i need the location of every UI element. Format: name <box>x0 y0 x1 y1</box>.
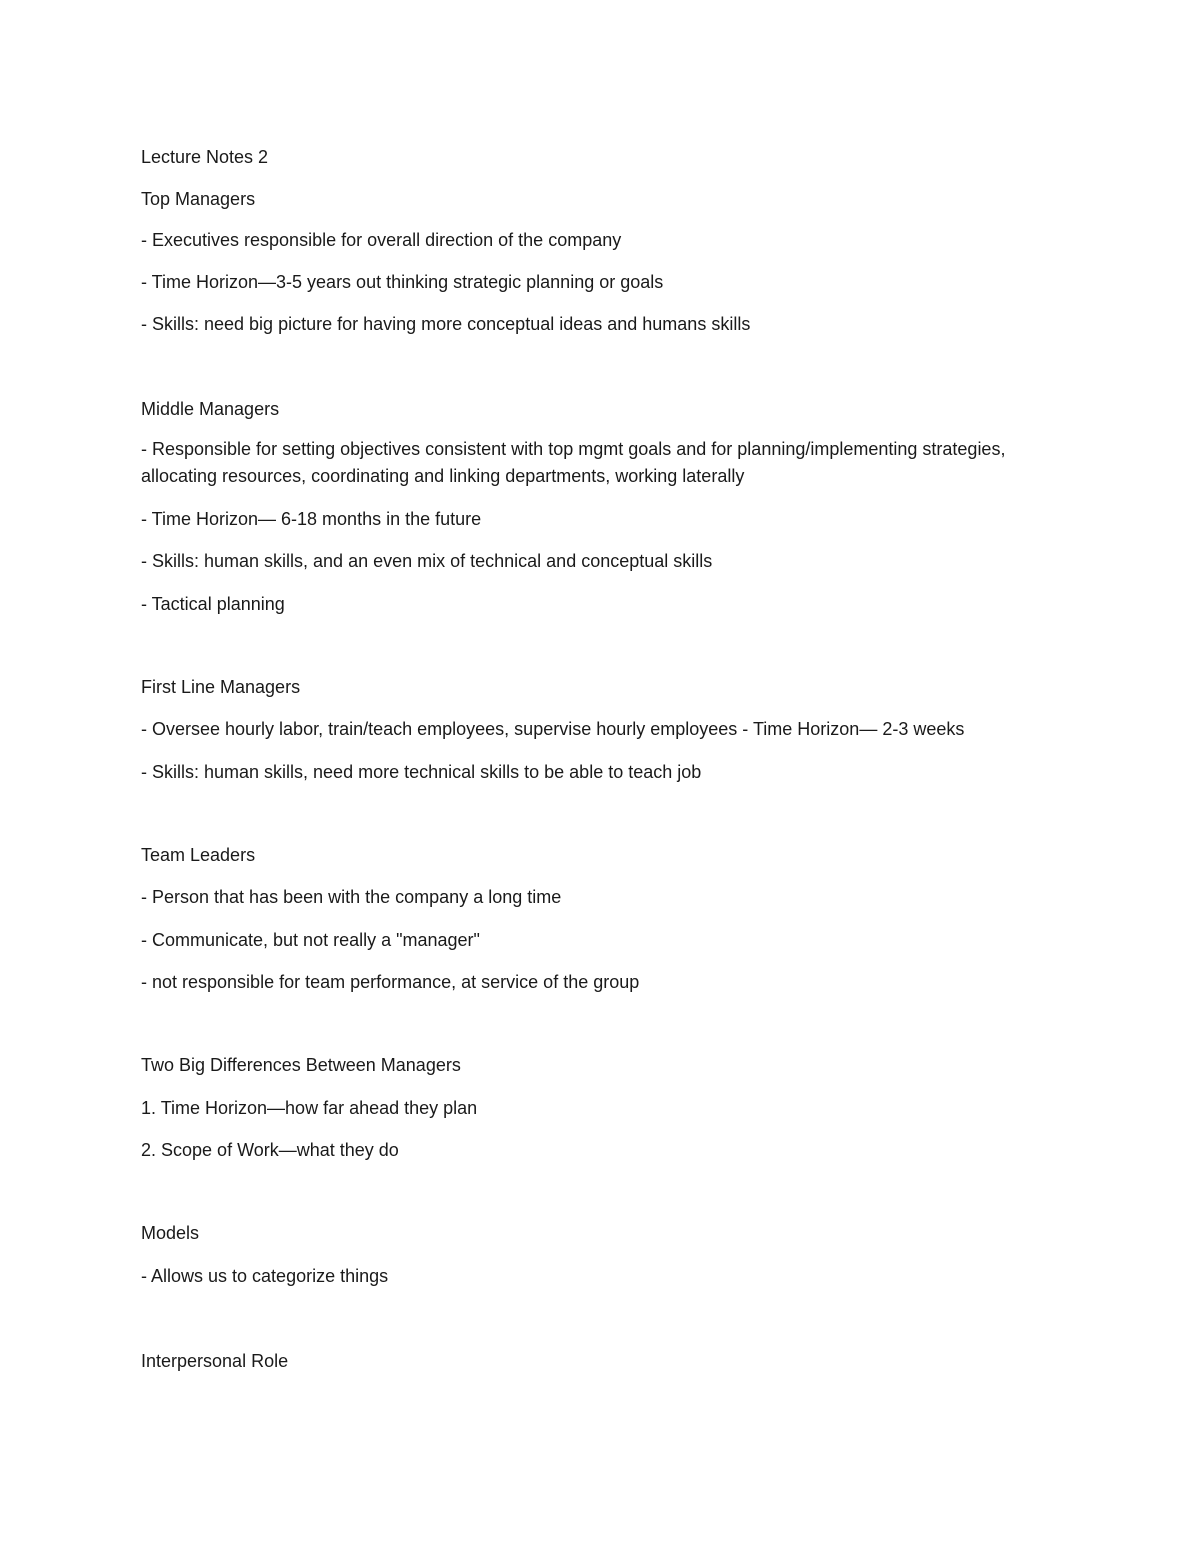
list-item: 2. Scope of Work—what they do <box>141 1140 399 1160</box>
list-item: - Communicate, but not really a "manager" <box>141 930 480 950</box>
list-item: - Responsible for setting objectives consistent with top mgmt goals and for planning/implementing strategies, allocating resources, coordinating and linking departments, working laterally <box>141 439 1006 486</box>
list-item: - Skills: need big picture for having more conceptual ideas and humans skills <box>141 314 751 334</box>
list-item: - Time Horizon—3-5 years out thinking strategic planning or goals <box>141 272 664 292</box>
list-item: - Skills: human skills, and an even mix of technical and conceptual skills <box>141 551 713 571</box>
list-item: - Time Horizon— 6-18 months in the future <box>141 509 482 529</box>
section-heading-team-leaders: Team Leaders <box>141 845 256 865</box>
section-heading-models: Models <box>141 1223 200 1243</box>
list-item: 1. Time Horizon—how far ahead they plan <box>141 1098 478 1118</box>
list-item: - not responsible for team performance, at service of the group <box>141 972 640 992</box>
list-item: - Oversee hourly labor, train/teach employees, supervise hourly employees - Time Horizon— 2-3 weeks <box>141 719 965 739</box>
document-title: Lecture Notes 2 <box>141 147 269 167</box>
section-heading-interpersonal-role: Interpersonal Role <box>141 1351 289 1371</box>
list-item: - Skills: human skills, need more technical skills to be able to teach job <box>141 762 702 782</box>
section-heading-two-big-differences: Two Big Differences Between Managers <box>141 1055 461 1075</box>
list-item: - Tactical planning <box>141 594 285 614</box>
list-item: - Executives responsible for overall direction of the company <box>141 230 622 250</box>
list-item: - Allows us to categorize things <box>141 1266 389 1286</box>
list-item: - Person that has been with the company a long time <box>141 887 562 907</box>
section-heading-first-line-managers: First Line Managers <box>141 677 301 697</box>
section-heading-middle-managers: Middle Managers <box>141 399 280 419</box>
section-heading-top-managers: Top Managers <box>141 189 256 209</box>
